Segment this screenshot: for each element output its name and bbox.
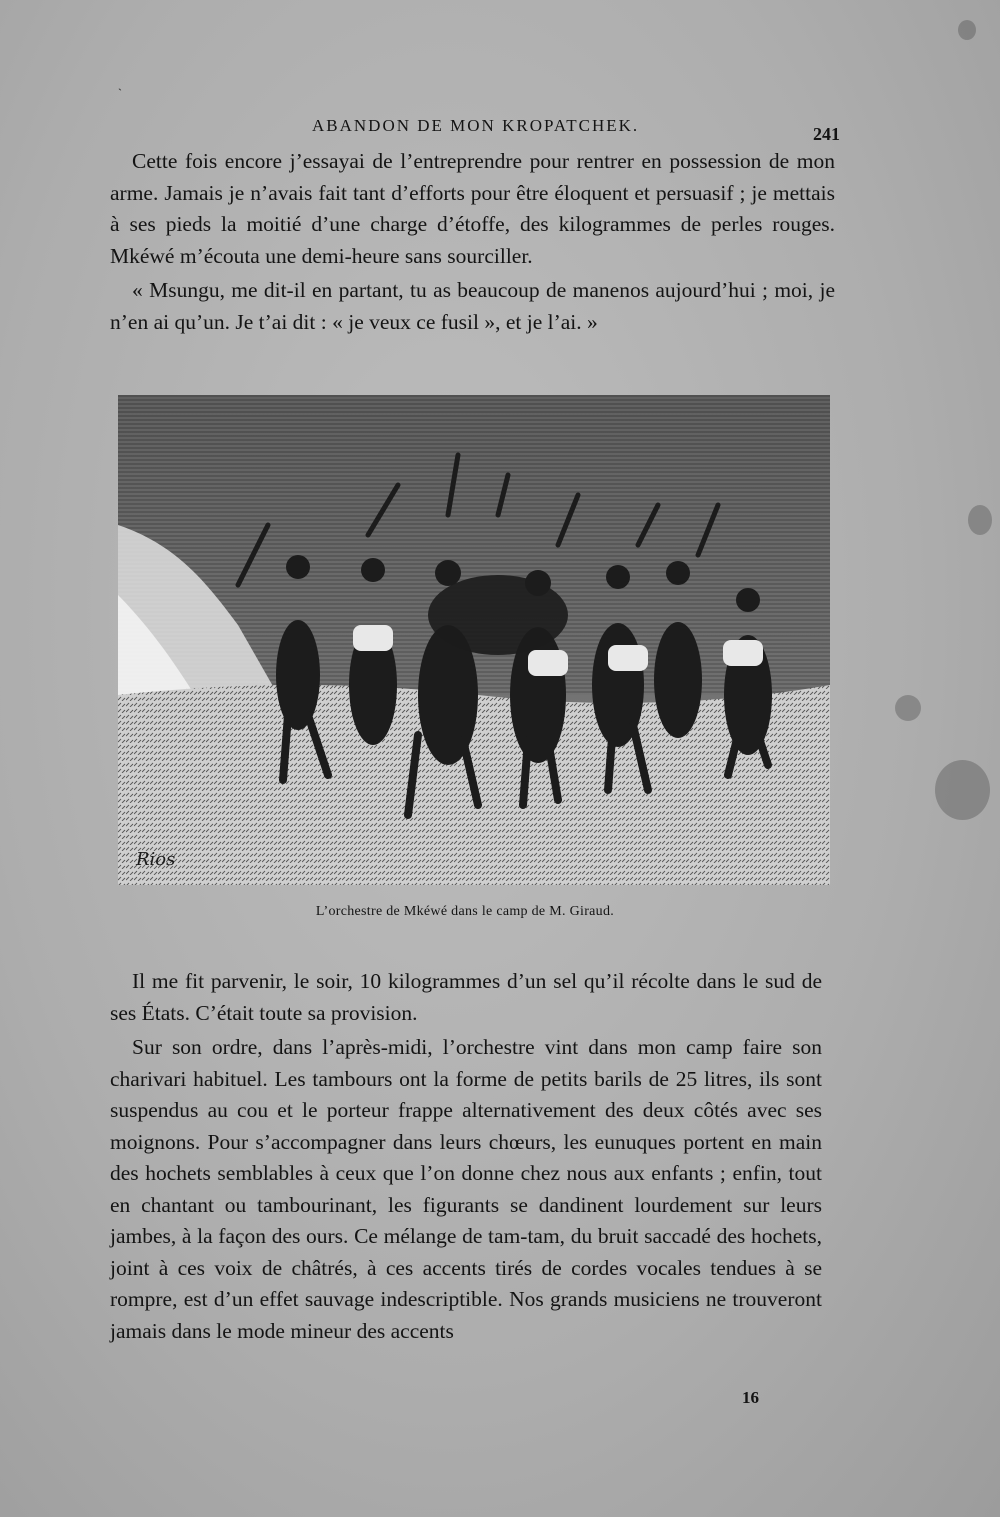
text-block-bottom bbox=[110, 966, 822, 1347]
signature-number: 16 bbox=[742, 1388, 759, 1407]
engraving-illustration bbox=[118, 395, 830, 885]
paragraph: Sur son ordre, dans l’après-midi, l’orchestre vint dans mon camp faire son charivari habituel. Les tambours ont la forme de petits barils de 25 litres, ils sont suspendus au cou et le porteur frappe alternativement des deux côtés avec ses moignons. Pour s’accompagner dans leurs chœurs, les eunuques portent en main des hochets semblables à ceux que l’on donne chez nous aux enfants ; enfin, tout en chantant ou tambourinant, les figurants se dandinent lourdement sur leurs jambes, à la façon des ours. Ce mélange de tam-tam, du bruit saccadé des hochets, joint à ces voix de châtrés, à ces accents tirés de cordes vocales tendues à se rompre, est d’un effet sauvage indescriptible. Nos grands musiciens ne trouveront jamais dans le mode mineur des accents bbox=[110, 1035, 822, 1343]
figure-caption: L’orchestre de Mkéwé dans le camp de M. Giraud. bbox=[315, 904, 615, 919]
stain bbox=[935, 760, 990, 820]
page-number: 241 bbox=[813, 124, 840, 144]
page-header bbox=[100, 116, 840, 144]
engraving-svg bbox=[118, 395, 830, 885]
running-title: ABANDON DE MON KROPATCHEK. bbox=[312, 116, 640, 135]
stain bbox=[895, 695, 921, 721]
paragraph: Cette fois encore j’essayai de l’entreprendre pour rentrer en possession de mon arme. Jamais je n’avais fait tant d’efforts pour être éloquent et persuasif ; je mettais à ses pieds la moitié d’une charge d’étoffe, des kilogrammes de perles rouges. Mkéwé m’écouta une demi-heure sans sourciller. bbox=[110, 149, 835, 268]
stain bbox=[958, 20, 976, 40]
margin-mark: ` bbox=[118, 86, 122, 100]
paragraph: « Msungu, me dit-il en partant, tu as beaucoup de manenos aujourd’hui ; moi, je n’en ai qu’un. Je t’ai dit : « je veux ce fusil », et je l’ai. » bbox=[110, 278, 835, 334]
engraver-signature: Rios bbox=[136, 849, 176, 870]
stain bbox=[968, 505, 992, 535]
text-block-top bbox=[110, 146, 835, 338]
paragraph: Il me fit parvenir, le soir, 10 kilogrammes d’un sel qu’il récolte dans le sud de ses États. C’était toute sa provision. bbox=[110, 969, 822, 1025]
